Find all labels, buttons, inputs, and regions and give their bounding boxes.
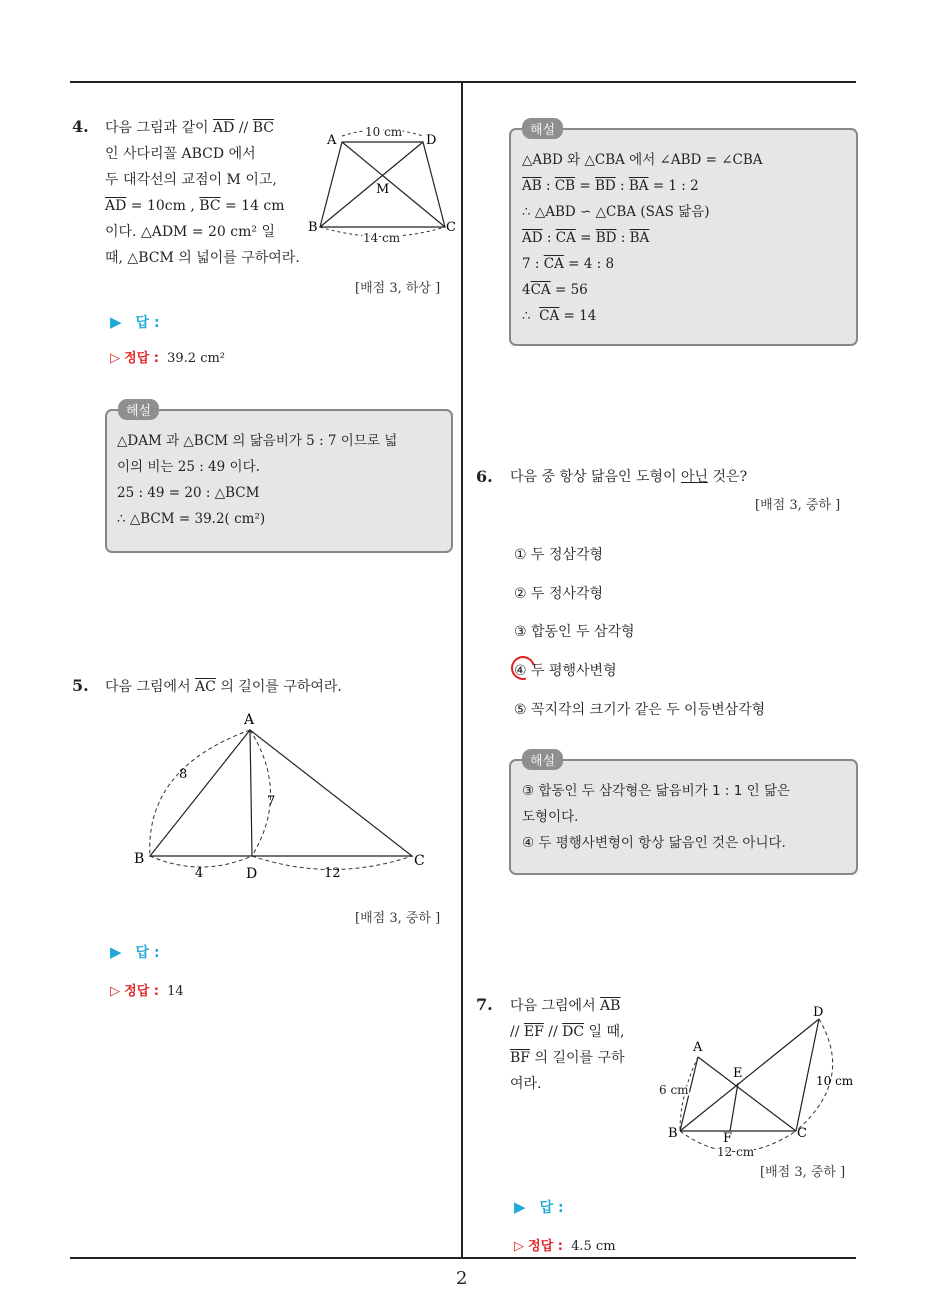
q5-answer-row[interactable]: [110, 942, 160, 962]
q4-line-6: 때, △BCM 의 넓이를 구하여라.: [105, 250, 300, 266]
play-triangle-icon: ▶: [110, 313, 122, 331]
play-triangle-icon: ▶: [514, 1198, 526, 1216]
outline-triangle-icon: ▷: [110, 984, 120, 999]
q5-explain-line-7: ∴ $\overline{CA} = 14$: [522, 308, 597, 324]
q5-correct-label: 정답 :: [124, 984, 159, 999]
q5-label-B: B: [134, 851, 145, 867]
q4-label-D: D: [426, 133, 437, 148]
q7-label-C: C: [797, 1126, 807, 1141]
q5-text: 다음 그림에서 $\overline{AC}$ 의 길이를 구하여라.: [105, 679, 342, 695]
q6-choice-1[interactable]: ① 두 정삼각형: [514, 547, 604, 563]
q4-answer-row[interactable]: [110, 312, 160, 332]
q4-line-1: 다음 그림과 같이 $\overline{AD} // \overline{BC}$: [105, 120, 274, 136]
q7-figure: [655, 1000, 855, 1160]
q7-correct-row: [514, 1235, 616, 1254]
q4-correct-label: 정답 :: [124, 351, 159, 366]
q7-answer-row[interactable]: [514, 1197, 564, 1217]
q6-score: [배점 3, 중하 ]: [755, 498, 841, 513]
q4-line-2: 인 사다리꼴 ABCD 에서: [105, 146, 256, 162]
q6-explanation-tag: 해설: [522, 749, 563, 770]
q7-line-4: 여라.: [510, 1076, 542, 1092]
q4-number: 4.: [72, 117, 89, 136]
q7-label-A: A: [693, 1040, 703, 1055]
q5-explanation-text: [522, 147, 763, 329]
q6-explain-line-1: ③ 합동인 두 삼각형은 닮음비가 1 : 1 인 닮은: [522, 783, 791, 799]
q5-number: 5.: [72, 676, 89, 695]
q6-text-before: 다음 중 항상 닮음인 도형이: [510, 469, 682, 485]
q5-length-4: 4: [195, 866, 204, 881]
q4-explain-line-2: 이의 비는 25 : 49 이다.: [117, 459, 260, 475]
q5-length-12: 12: [324, 866, 341, 881]
q5-correct-row: [110, 980, 184, 999]
q7-text: [510, 993, 625, 1097]
q5-label-A: A: [244, 712, 255, 728]
q6-choice-5[interactable]: ⑤ 꼭지각의 크기가 같은 두 이등변삼각형: [514, 702, 766, 718]
q7-label-F: F: [723, 1131, 733, 1146]
q4-explanation-text: [117, 428, 397, 532]
q5-explain-line-3: ∴ △ABD ∽ △CBA (SAS 닮음): [522, 204, 710, 220]
q6-text: [510, 464, 747, 490]
q5-correct-value: 14: [167, 984, 184, 999]
q4-correct-row: [110, 347, 225, 366]
q4-explain-line-4: ∴ △BCM = 39.2( cm²): [117, 511, 266, 527]
outline-triangle-icon: ▷: [514, 1239, 524, 1254]
q4-label-A: A: [327, 133, 337, 148]
q7-score: [배점 3, 중하 ]: [760, 1165, 846, 1180]
q7-label-D: D: [813, 1005, 824, 1020]
q5-explain-line-5: 7 : $\overline{CA} = 4$ : 8: [522, 256, 615, 272]
column-divider: [461, 83, 463, 1258]
q6-explain-line-3: ④ 두 평행사변형이 항상 닮음인 것은 아니다.: [522, 835, 786, 851]
q6-explain-line-2: 도형이다.: [522, 809, 579, 825]
q4-top-length: 10 cm: [365, 125, 403, 139]
q7-line-1: 다음 그림에서 $\overline{AB}$: [510, 998, 621, 1014]
q4-explain-line-3: 25 : 49 = 20 : △BCM: [117, 485, 260, 501]
q4-explain-line-1: △DAM 과 △BCM 의 닮음비가 5 : 7 이므로 넓: [117, 433, 398, 449]
top-rule: [70, 81, 856, 83]
q6-text-after: 것은?: [708, 469, 748, 485]
outline-triangle-icon: ▷: [110, 351, 120, 366]
page-number: 2: [456, 1268, 468, 1289]
bottom-rule: [70, 1257, 856, 1259]
q4-text: [105, 115, 300, 271]
q7-number: 7.: [476, 995, 493, 1014]
q6-number: 6.: [476, 467, 493, 486]
q4-line-4: $\overline{AD} = 10cm$ , $\overline{BC} = 14$ cm: [105, 198, 285, 214]
q5-score: [배점 3, 중하 ]: [355, 911, 441, 926]
q7-length-ab: 6 cm: [659, 1083, 689, 1097]
q4-answer-label: 답 :: [135, 315, 160, 331]
q7-line-2: // $\overline{EF} // \overline{DC}$ 일 때,: [510, 1024, 625, 1040]
q7-correct-label: 정답 :: [528, 1239, 563, 1254]
q5-explain-line-6: $4\overline{CA} = 56$: [522, 282, 588, 298]
q7-answer-label: 답 :: [539, 1200, 564, 1216]
q5-answer-label: 답 :: [135, 945, 160, 961]
q4-correct-value: 39.2 cm²: [167, 351, 226, 366]
q6-choice-4[interactable]: ④ 두 평행사변형: [514, 663, 617, 679]
q5-label-C: C: [414, 853, 425, 869]
q7-length-bc: 12 cm: [717, 1145, 755, 1159]
q4-label-B: B: [308, 220, 318, 235]
q6-explanation-text: [522, 778, 790, 856]
q7-label-E: E: [733, 1066, 743, 1081]
q5-explanation-tag: 해설: [522, 118, 563, 139]
q4-label-C: C: [446, 220, 456, 235]
q5-explain-line-2: $\overline{AB}$ : $\overline{CB} = \overline{BD}$ : $\overline{BA} = 1$ : 2: [522, 178, 699, 194]
q5-triangle-figure: [125, 708, 435, 888]
play-triangle-icon: ▶: [110, 943, 122, 961]
q4-line-3: 두 대각선의 교점이 M 이고,: [105, 172, 277, 188]
q4-explanation-tag: 해설: [118, 399, 159, 420]
q4-line-5: 이다. △ADM = 20 cm² 일: [105, 224, 275, 240]
q5-length-8: 8: [179, 767, 188, 782]
q5-label-D: D: [246, 866, 258, 882]
q5-length-7: 7: [267, 794, 276, 809]
q6-choice-3[interactable]: ③ 합동인 두 삼각형: [514, 624, 635, 640]
q7-line-3: $\overline{BF}$ 의 길이를 구하: [510, 1050, 625, 1066]
q6-text-underlined: 아닌: [681, 469, 709, 485]
q4-bottom-length: 14 cm: [363, 231, 401, 245]
q7-label-B: B: [668, 1126, 678, 1141]
q6-choice-2[interactable]: ② 두 정사각형: [514, 586, 604, 602]
q4-score: [배점 3, 하상 ]: [355, 281, 441, 296]
q4-label-M: M: [376, 182, 390, 197]
q7-length-dc: 10 cm: [816, 1074, 854, 1088]
q7-correct-value: 4.5 cm: [571, 1239, 616, 1254]
q5-explain-line-4: $\overline{AD}$ : $\overline{CA} = \overline{BD}$ : $\overline{BA}$: [522, 230, 650, 246]
q5-explain-line-1: △ABD 와 △CBA 에서 ∠ABD = ∠CBA: [522, 152, 763, 168]
q4-trapezoid-figure: [305, 118, 460, 248]
